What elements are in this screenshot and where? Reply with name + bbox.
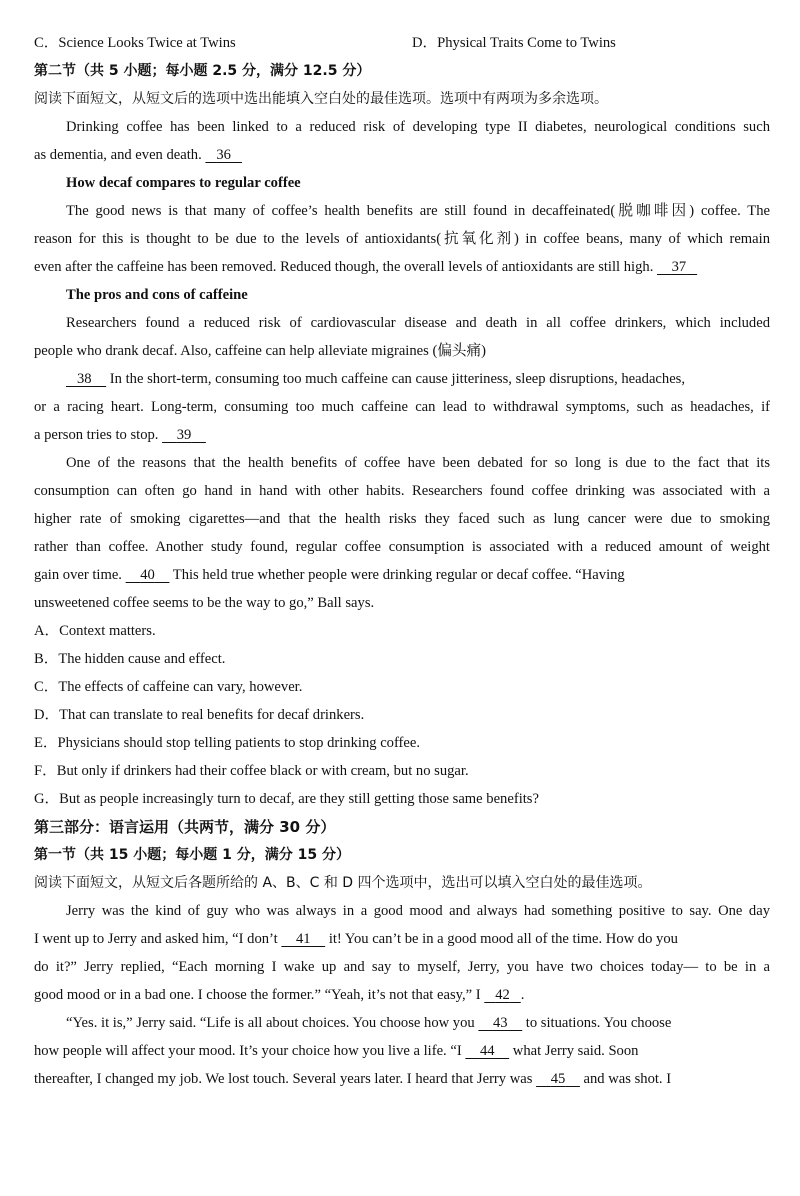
p3-line2: people who drank decaf. Also, caffeine can help alleviate migraines (偏头痛) (34, 343, 486, 359)
option-f: F．But only if drinkers had their coffee black or with cream, but no sugar. (34, 763, 469, 779)
story-p2-line3-a: thereafter, I changed my job. We lost touch. Several years later. I heard that Jerry was (34, 1071, 533, 1087)
option-g: G．But as people increasingly turn to decaf, are they still getting those same benefits? (34, 791, 539, 807)
blank-45: 45 (550, 1071, 566, 1087)
p4-line2: or a racing heart. Long-term, consuming too much caffeine can lead to withdrawal symptoms, such as headaches, if (34, 399, 770, 415)
story-p2-line2 (34, 1041, 770, 1061)
p2-line1: The good news is that many of coffee’s health benefits are still found in decaffeinated(脱咖啡因) coffee. The (66, 203, 770, 219)
p4-line1-text: In the short-term, consuming too much caffeine can cause jitteriness, sleep disruptions, headaches, (109, 371, 685, 387)
story-p2-line1-b: to situations. You choose (525, 1015, 672, 1031)
p5-line5-text-b: This held true whether people were drinking regular or decaf coffee. “Having (172, 567, 625, 583)
story-p2-line3 (34, 1069, 770, 1089)
blank-38: 38 (76, 371, 92, 387)
option-c: C．Science Looks Twice at Twins (34, 35, 236, 51)
p1-line1: Drinking coffee has been linked to a reduced risk of developing type II diabetes, neurological conditions such (66, 119, 770, 135)
story-p2-line3-b: and was shot. I (583, 1071, 672, 1087)
p2-line3 (34, 257, 770, 277)
p5-line1: One of the reasons that the health benefits of coffee have been debated for so long is due to the fact that its (66, 455, 770, 471)
option-c-s2: C．The effects of caffeine can vary, however. (34, 679, 303, 695)
blank-37: 37 (671, 259, 687, 275)
story-p2-line1 (34, 1013, 800, 1033)
story-p1-line1: Jerry was the kind of guy who was always in a good mood and always had something positive to say. One day (66, 903, 770, 919)
p4-line1 (34, 369, 800, 389)
p5-line6: unsweetened coffee seems to be the way to go,” Ball says. (34, 595, 375, 611)
p3-line1: Researchers found a reduced risk of cardiovascular disease and death in all coffee drinkers, which included (66, 315, 770, 331)
blank-42: 42 (495, 987, 510, 1003)
story-p1-line4-a: good mood or in a bad one. I choose the former.” “Yeah, it’s not that easy,” I (34, 987, 481, 1003)
part3-instruction: 阅读下面短文，从短文后各题所给的 A、B、C 和 D 四个选项中，选出可以填入空白处的最佳选项。 (34, 875, 652, 891)
part3-section1-heading: 第一节（共 15 小题；每小题 1 分，满分 15 分） (34, 847, 350, 863)
option-d-s2: D．That can translate to real benefits for decaf drinkers. (34, 707, 365, 723)
option-d: D．Physical Traits Come to Twins (412, 35, 616, 51)
part3-heading: 第三部分：语言运用（共两节，满分 30 分） (34, 818, 336, 836)
story-p1-line2-a: I went up to Jerry and asked him, “I don’t (34, 931, 278, 947)
blank-44: 44 (479, 1043, 495, 1059)
story-p1-line2 (34, 929, 770, 949)
blank-41: 41 (295, 931, 311, 947)
blank-36: 36 (216, 147, 231, 163)
p1-line2 (34, 145, 770, 165)
section2-heading: 第二节（共 5 小题；每小题 2.5 分，满分 12.5 分） (34, 63, 371, 79)
p5-line2: consumption can often go hand in hand with other habits. Researchers found coffee drinking was associated with a (34, 483, 770, 499)
story-p1-line4-b: . (520, 987, 525, 1003)
story-p2-line2-a: how people will affect your mood. It’s your choice how you live a life. “I (34, 1043, 462, 1059)
p2-line2: reason for this is thought to be due to the levels of antioxidants(抗氧化剂) in coffee beans, many of which remain (34, 231, 770, 247)
story-p1-line4 (34, 985, 770, 1005)
subheading-decaf: How decaf compares to regular coffee (66, 175, 301, 191)
p5-line5-text-a: gain over time. (34, 567, 122, 583)
p5-line3: higher rate of smoking cigarettes—and that the health risks they faced such as lung cancer were due to smoking (34, 511, 770, 527)
blank-39: 39 (176, 427, 192, 443)
p4-line3-text: a person tries to stop. (34, 427, 159, 443)
p1-line2-text: as dementia, and even death. (34, 147, 202, 163)
p4-line3 (34, 425, 770, 445)
story-p2-line2-b: what Jerry said. Soon (512, 1043, 639, 1059)
option-e: E．Physicians should stop telling patients to stop drinking coffee. (34, 735, 421, 751)
p2-line3-text: even after the caffeine has been removed. Reduced though, the overall levels of antioxidants are still high. (34, 259, 654, 275)
subheading-pros-cons: The pros and cons of caffeine (66, 287, 248, 303)
option-b: B．The hidden cause and effect. (34, 651, 226, 667)
story-p2-line1-a: “Yes. it is,” Jerry said. “Life is all about choices. You choose how you (66, 1015, 475, 1031)
story-p1-line2-b: it! You can’t be in a good mood all of the time. How do you (328, 931, 678, 947)
option-a: A．Context matters. (34, 623, 156, 639)
p5-line5 (34, 565, 770, 585)
blank-40: 40 (140, 567, 155, 583)
p5-line4: rather than coffee. Another study found, regular coffee consumption is associated with a reduced amount of weight (34, 539, 770, 555)
story-p1-line3: do it?” Jerry replied, “Each morning I wake up and say to myself, Jerry, you have two choices today— to be in a (34, 959, 770, 975)
blank-43: 43 (492, 1015, 508, 1031)
section2-instruction: 阅读下面短文，从短文后的选项中选出能填入空白处的最佳选项。选项中有两项为多余选项。 (34, 91, 608, 107)
